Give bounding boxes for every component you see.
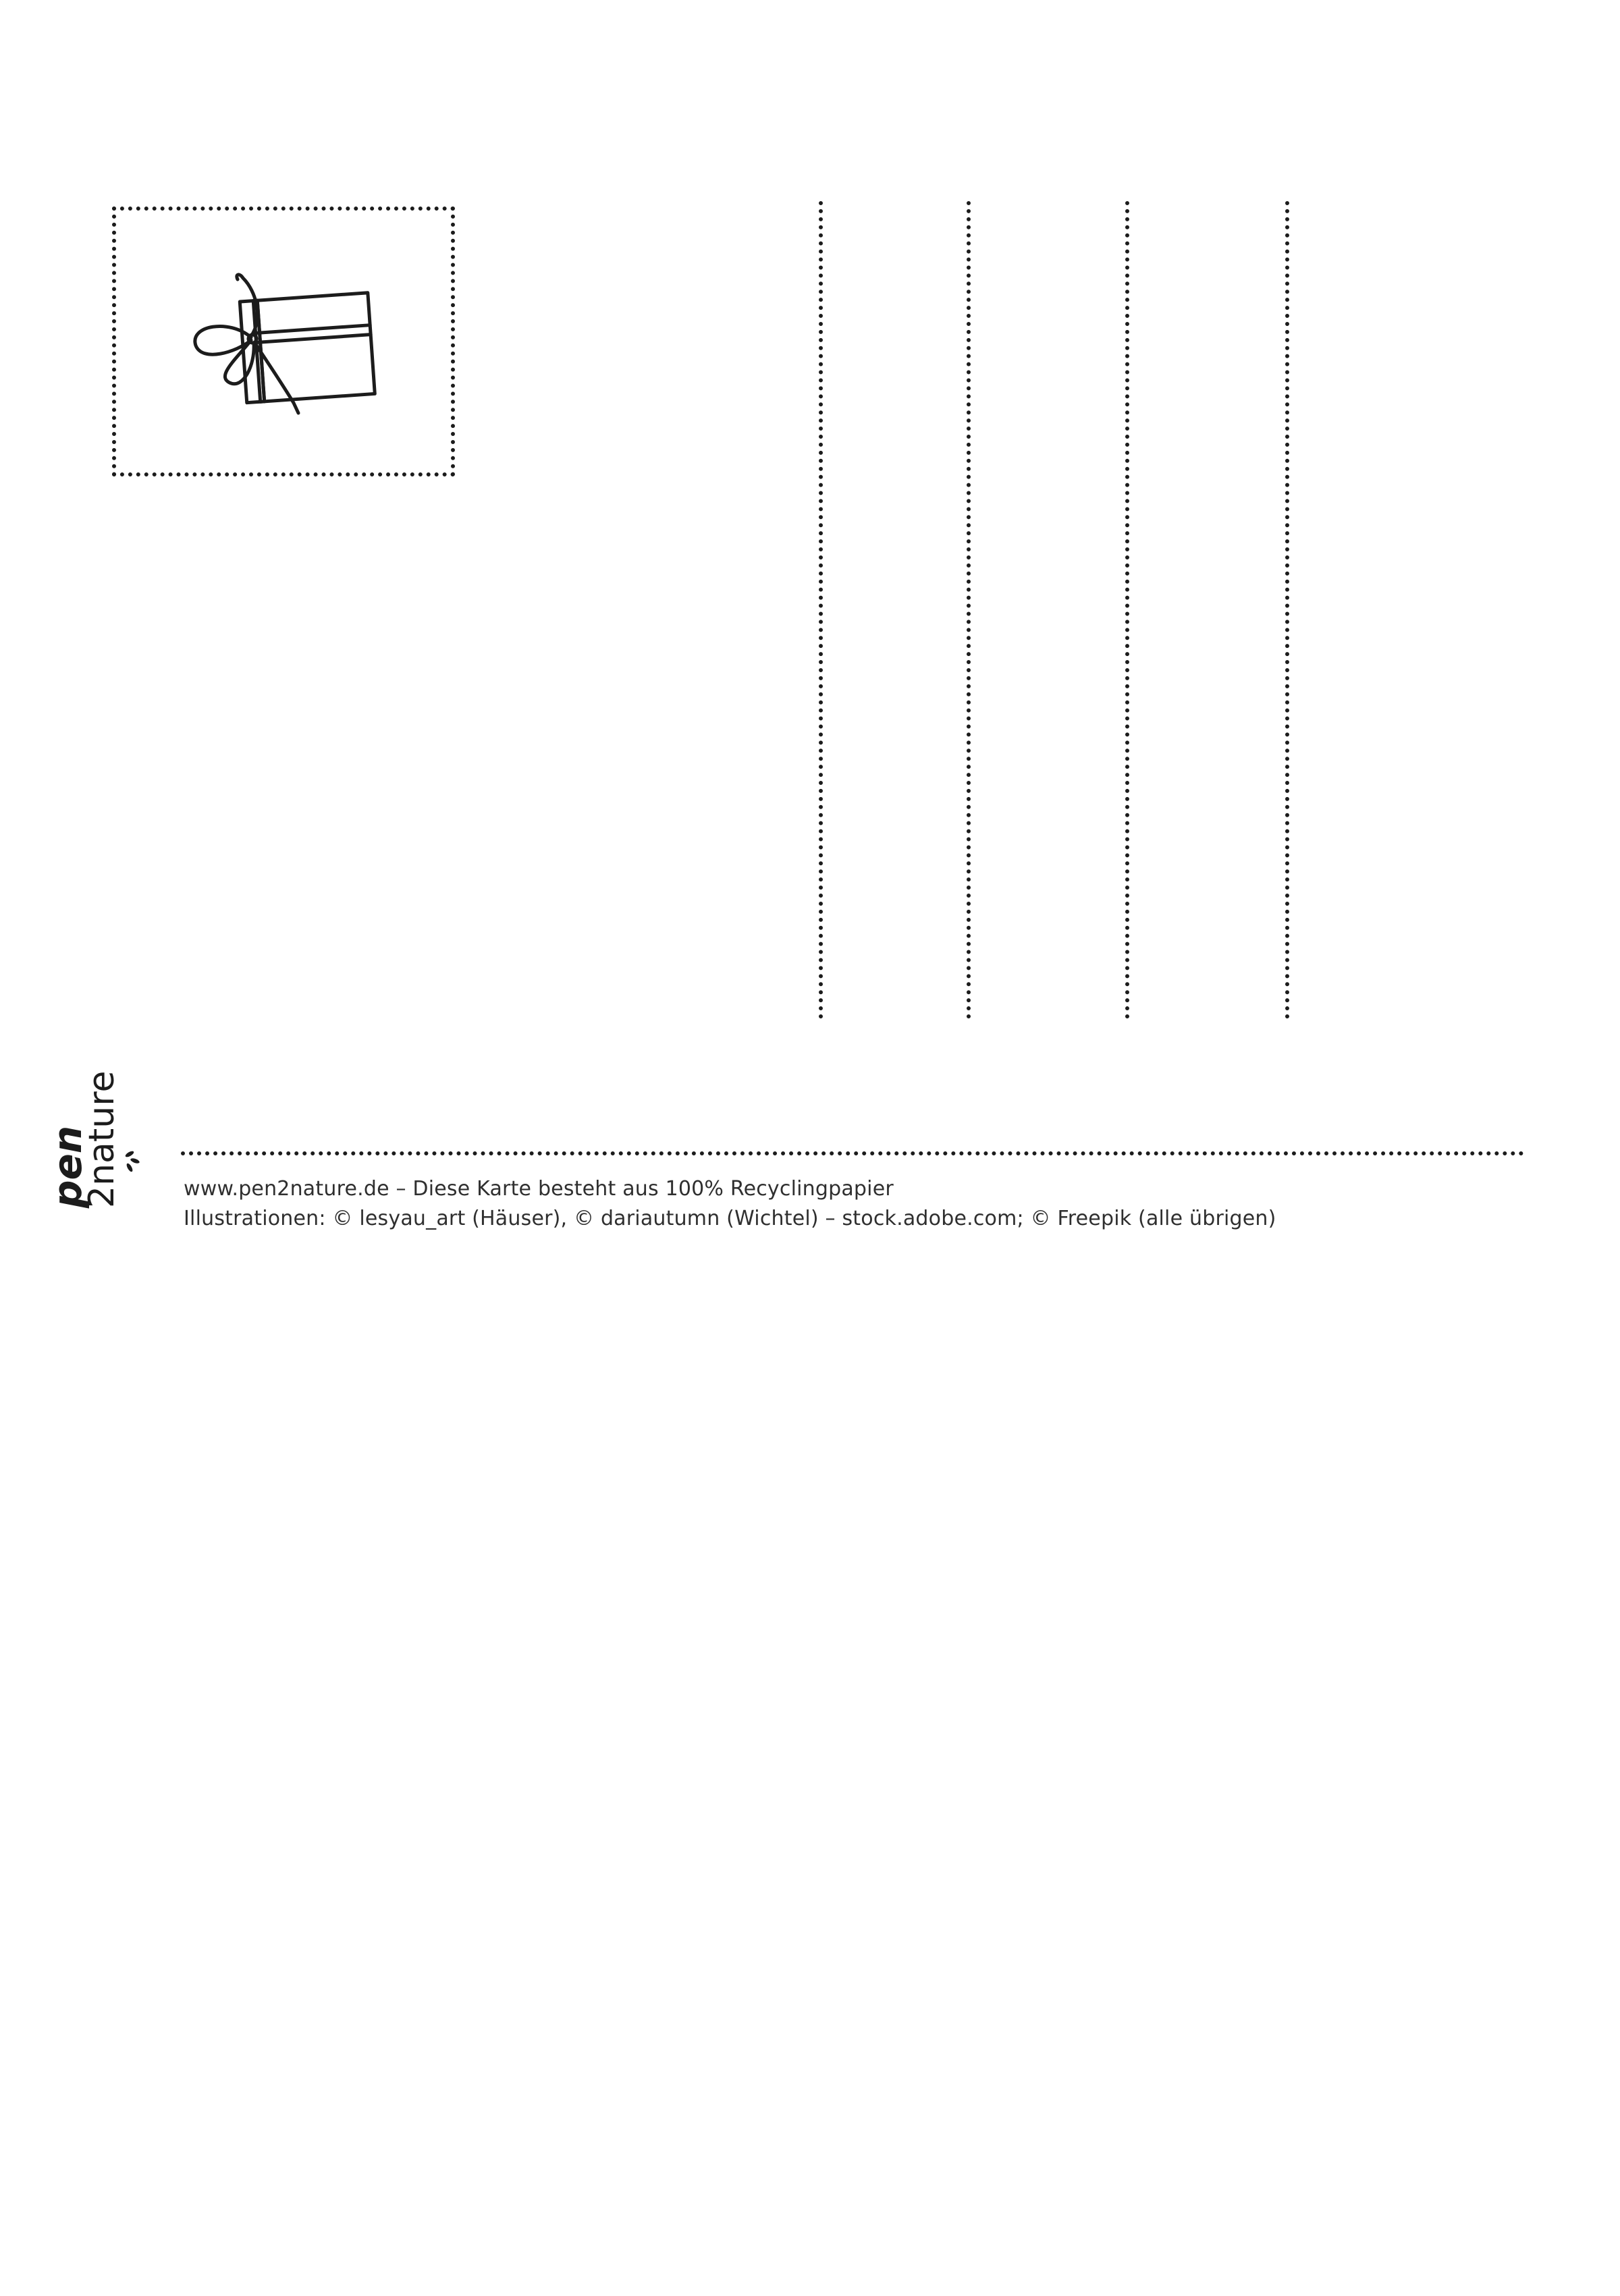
brand-name-top: pen: [45, 1125, 90, 1208]
brand-name-bottom: 2nature: [82, 1070, 122, 1208]
footer-line-illustrations: Illustrationen: © lesyau_art (Häuser), © dariautumn (Wichtel) – stock.adobe.com; © Freepik (alle übrigen): [184, 1207, 1276, 1230]
leaf-icon: [124, 1150, 140, 1173]
address-line-2: [967, 201, 971, 1019]
address-line-4: [1285, 201, 1289, 1019]
footer-divider: [181, 1151, 1524, 1155]
gift-box-icon: [176, 258, 378, 420]
stamp-box: [112, 207, 455, 476]
brand-logo: [45, 1053, 148, 1255]
footer-line-website: www.pen2nature.de – Diese Karte besteht aus 100% Recyclingpapier: [184, 1177, 894, 1201]
footer-credits: [184, 1174, 1534, 1234]
address-line-1: [819, 201, 823, 1019]
address-line-3: [1125, 201, 1129, 1019]
